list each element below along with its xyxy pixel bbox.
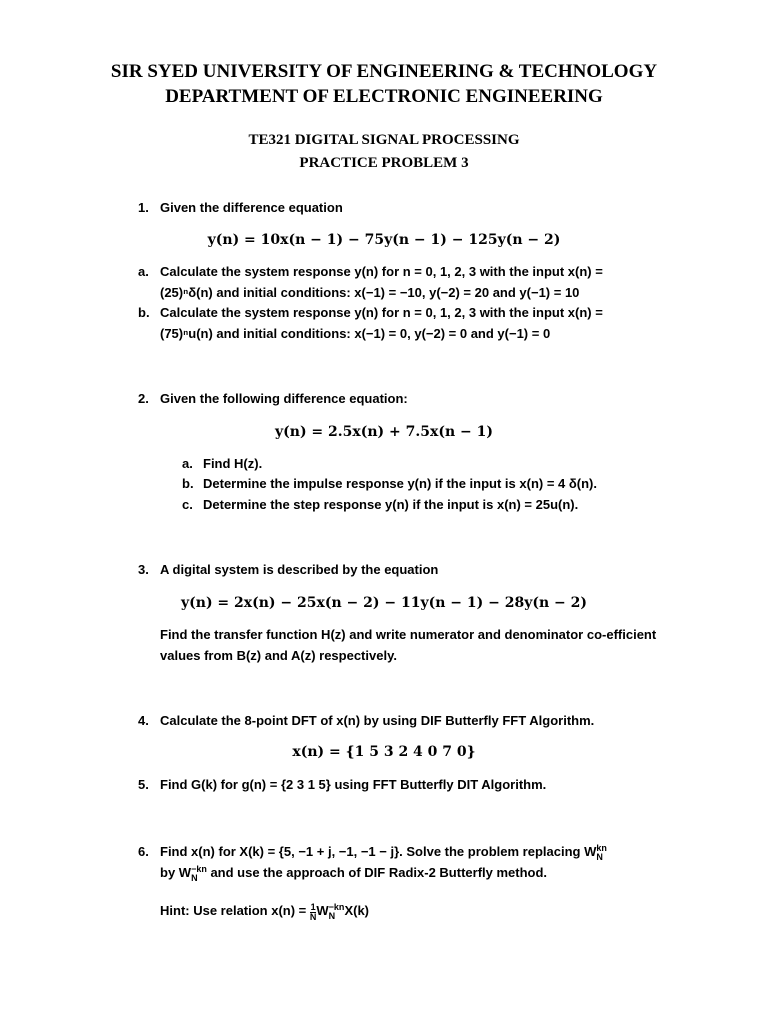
q1-equation: y(n) = 10x(n − 1) − 75y(n − 1) − 125y(n − 2) [207,232,561,248]
q2-number: 2. [138,391,149,406]
q6-hint-frac-den: N [309,912,317,922]
q4-number: 4. [138,713,149,728]
q2c-text: Determine the step response y(n) if the input is x(n) = 25u(n). [203,497,579,512]
q2a-text: Find H(z). [203,456,263,471]
q2b-text: Determine the impulse response y(n) if the input is x(n) = 4 δ(n). [203,476,597,491]
q2a-label: a. [182,456,193,471]
q6-line2 [160,865,547,883]
q3-line2: values from B(z) and A(z) respectively. [160,648,397,663]
q2-equation: y(n) = 2.5x(n) + 7.5x(n − 1) [275,424,493,440]
q6-hint-pre: Hint: Use relation x(n) = [160,903,310,918]
q1a-line1: Calculate the system response y(n) for n = 0, 1, 2, 3 with the input x(n) = [160,264,603,279]
q6-hint-sup: −kn [328,902,345,912]
q6-w2-sub: N [191,873,198,883]
q3-text: A digital system is described by the equation [160,562,439,577]
q6-hint-post: X(k) [344,903,369,918]
university-title: SIR SYED UNIVERSITY OF ENGINEERING & TECHNOLOGY [110,61,658,82]
q6-hint [160,903,369,922]
q6-w-scripts [596,844,607,862]
practice-title: PRACTICE PROBLEM 3 [299,155,469,171]
q1-text: Given the difference equation [160,200,343,215]
q1-number: 1. [138,200,149,215]
course-title: TE321 DIGITAL SIGNAL PROCESSING [248,132,520,148]
q3-line1: Find the transfer function H(z) and write numerator and denominator co-efficient [160,627,657,642]
q6-w2-scripts [191,865,207,883]
q3-number: 3. [138,562,149,577]
q6-line2-pre: by W [160,865,192,880]
q1b-label: b. [138,305,150,320]
q1b-line1: Calculate the system response y(n) for n = 0, 1, 2, 3 with the input x(n) = [160,305,603,320]
q4-equation: x(n) = {1 5 3 2 4 0 7 0} [292,744,476,760]
q6-w-sub: N [596,852,603,862]
q6-hint-frac-num: 1 [310,902,316,912]
q1b-line2: (75)ⁿu(n) and initial conditions: x(−1) = 0, y(−2) = 0 and y(−1) = 0 [160,326,551,341]
q6-line2-post: and use the approach of DIF Radix-2 Butterfly method. [206,865,548,880]
q6-number: 6. [138,844,149,859]
q3-equation: y(n) = 2x(n) − 25x(n − 2) − 11y(n − 1) − 28y(n − 2) [181,595,587,611]
q2b-label: b. [182,476,194,491]
q1a-label: a. [138,264,149,279]
q6-w2-sup: −kn [191,864,207,874]
department-title: DEPARTMENT OF ELECTRONIC ENGINEERING [165,86,603,107]
q4-text: Calculate the 8-point DFT of x(n) by using DIF Butterfly FFT Algorithm. [160,713,595,728]
q2c-label: c. [182,497,193,512]
q2-text: Given the following difference equation: [160,391,408,406]
q6-hint-scripts [329,903,345,921]
q6-w-sup: kn [596,843,607,853]
q6-line1-text: Find x(n) for X(k) = {5, −1 + j, −1, −1 − j}. Solve the problem replacing W [160,844,597,859]
q5-number: 5. [138,777,149,792]
q1a-line2: (25)ⁿδ(n) and initial conditions: x(−1) = −10, y(−2) = 20 and y(−1) = 10 [160,285,580,300]
q5-text: Find G(k) for g(n) = {2 3 1 5} using FFT Butterfly DIT Algorithm. [160,777,547,792]
q6-line1 [160,844,607,862]
q6-hint-w: W [316,903,329,918]
q6-hint-sub: N [328,911,336,921]
